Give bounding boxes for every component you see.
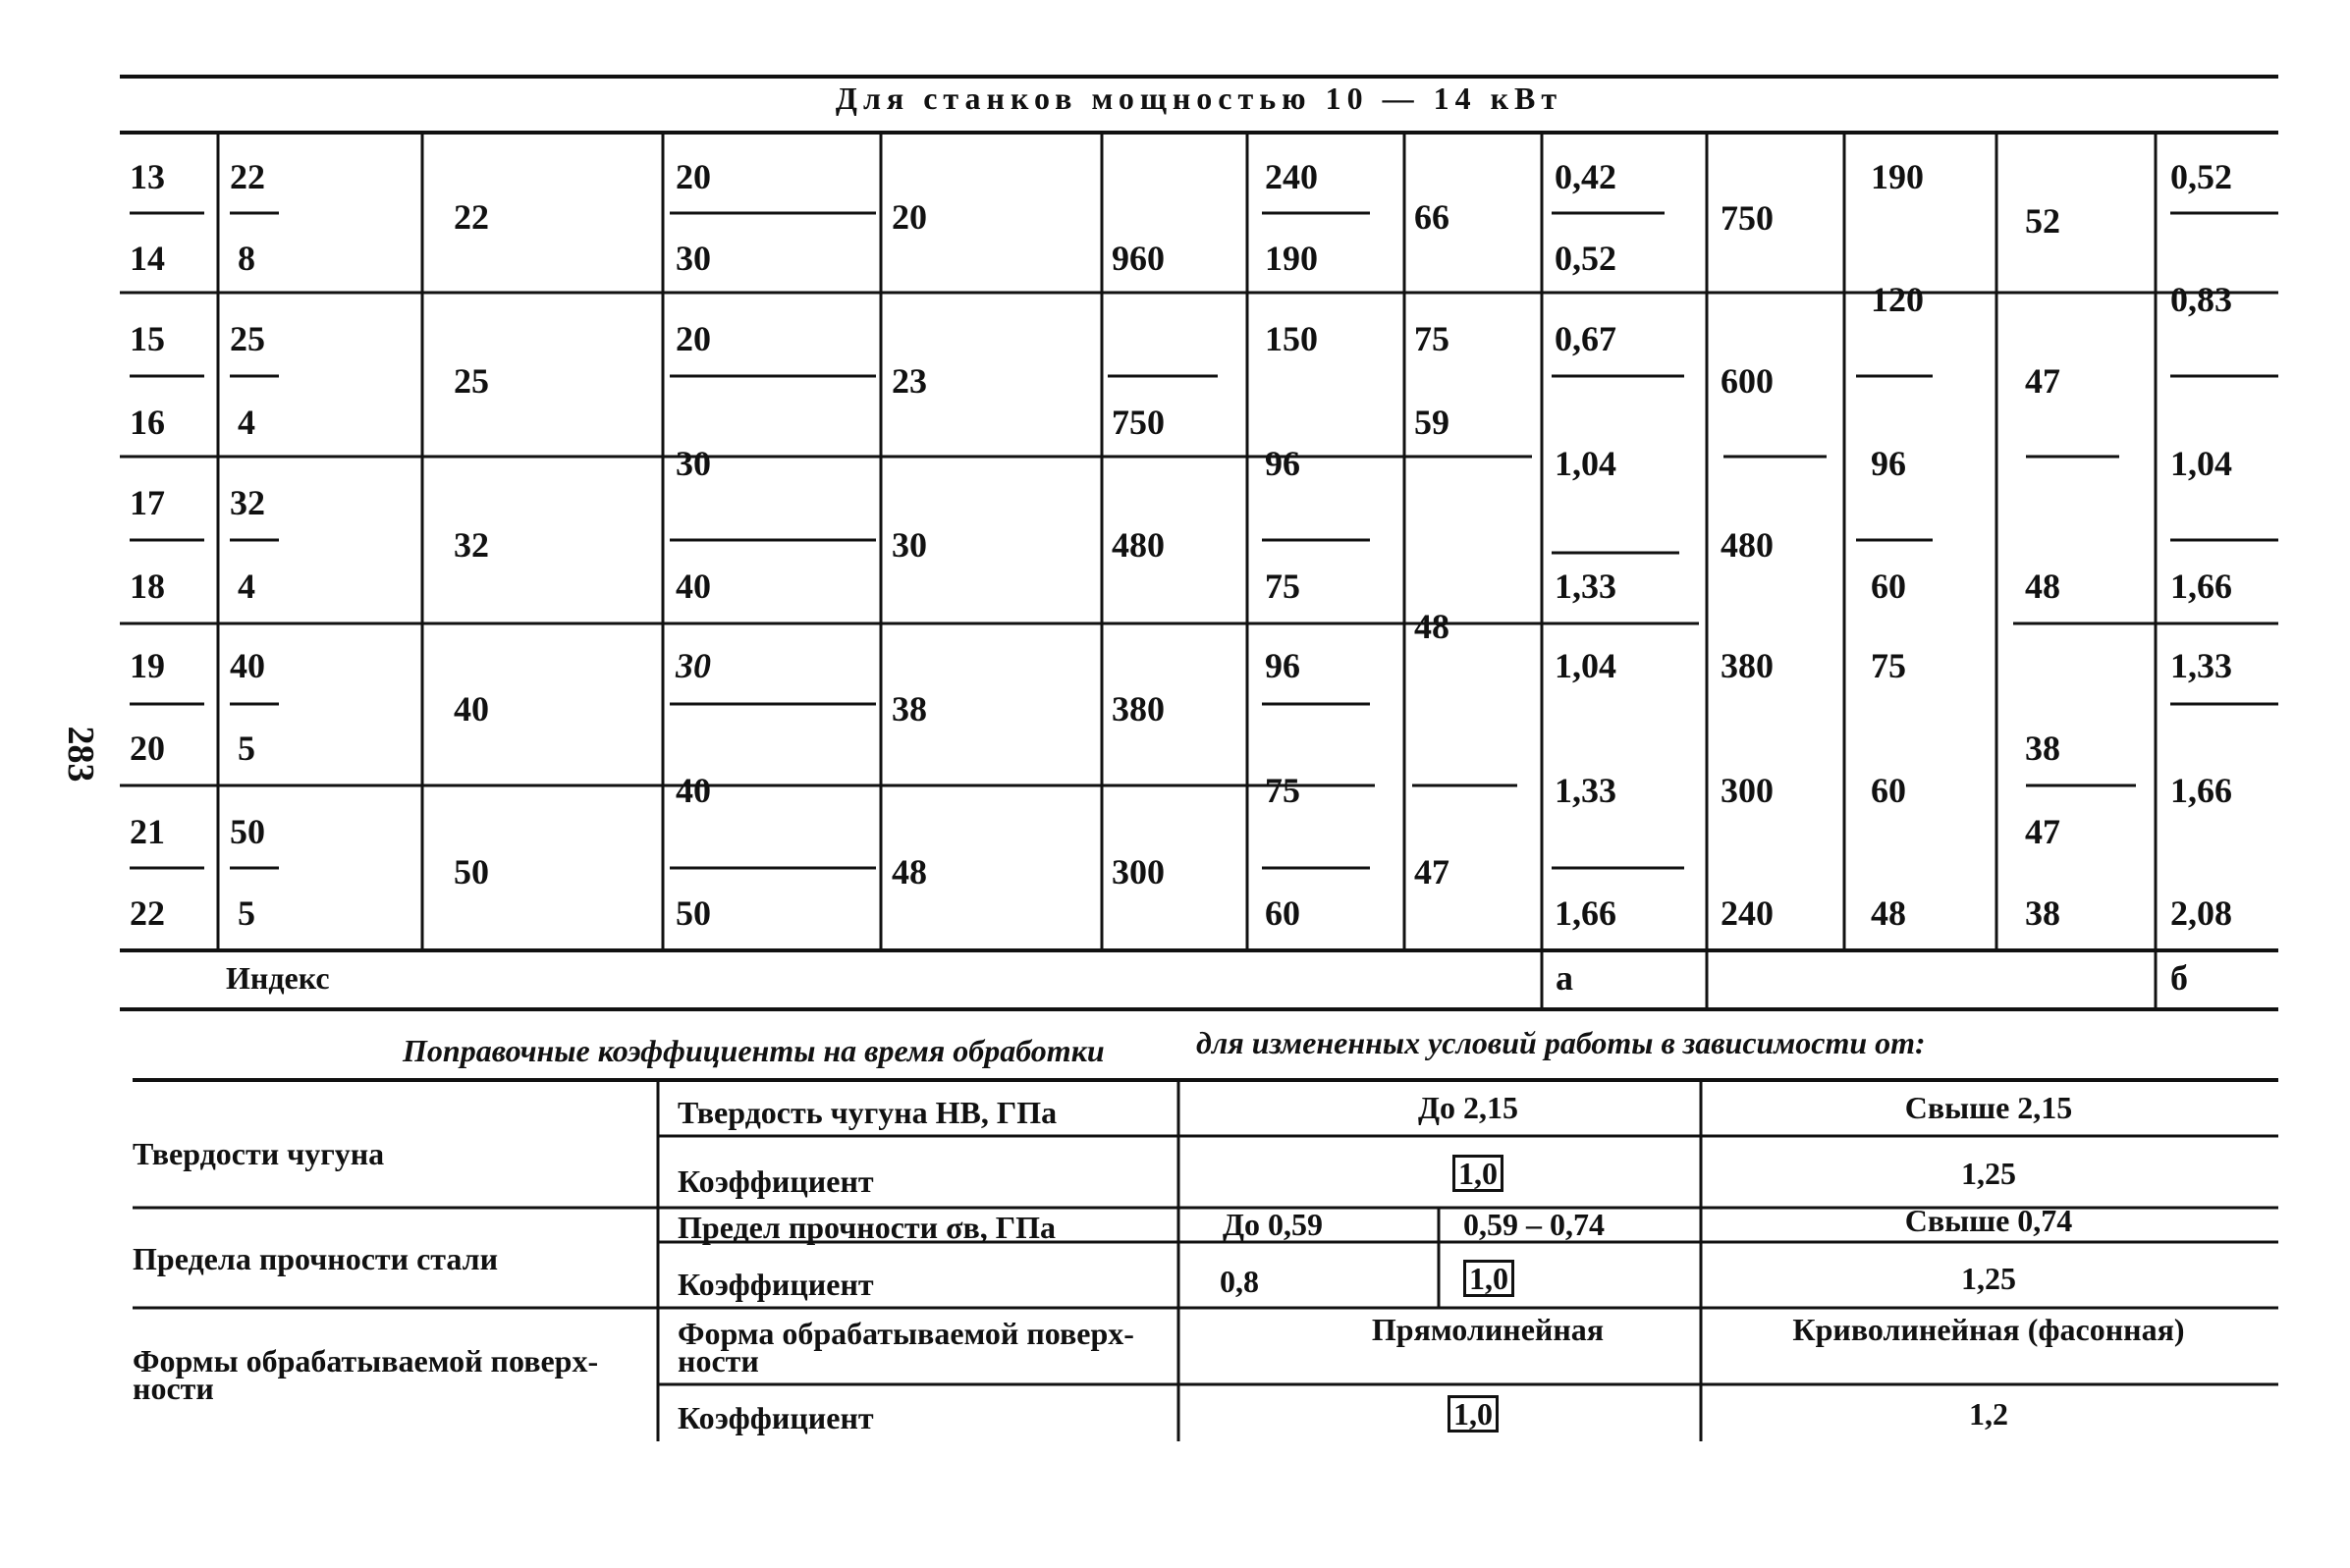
coefficient-label: Коэффициент <box>678 1163 874 1199</box>
coefficient-value: 1,0 <box>1452 1155 1503 1192</box>
table-cell: 75 <box>1265 567 1300 606</box>
coefficient-value: 1,25 <box>1961 1156 2016 1191</box>
table-cell: 960 <box>1112 239 1165 278</box>
row-number: 21 <box>130 812 165 851</box>
table-cell: 30 <box>676 646 711 685</box>
table-cell: 0,42 <box>1555 157 1616 196</box>
table-cell: 1,33 <box>1555 771 1616 810</box>
correction-heading-left: Поправочные коэффициенты на время обработки <box>403 1033 1105 1068</box>
group-label: Твердости чугуна <box>133 1136 385 1171</box>
table-cell: 47 <box>2025 361 2060 401</box>
row-number: 18 <box>130 567 165 606</box>
table-cell: 48 <box>892 852 927 892</box>
correction-heading-right: для измененных условий работы в зависимости от: <box>1196 1025 1926 1060</box>
table-cell: 48 <box>1414 607 1449 646</box>
coefficient-label: Коэффициент <box>678 1267 874 1302</box>
table-cell: 380 <box>1721 646 1774 685</box>
table-cell: 120 <box>1871 280 1924 319</box>
table-cell: 40 <box>676 567 711 606</box>
table-cell: 240 <box>1721 893 1774 933</box>
table-cell: 75 <box>1265 771 1300 810</box>
table-cell: 60 <box>1871 771 1906 810</box>
fraction-denominator: 5 <box>238 729 255 768</box>
table-cell: 1,33 <box>1555 567 1616 606</box>
parameter-label: ности <box>678 1343 759 1379</box>
group-label: Предела прочности стали <box>133 1241 499 1276</box>
fraction-denominator: 4 <box>238 403 255 442</box>
coefficient-value: 0,8 <box>1220 1264 1259 1299</box>
table-cell: 96 <box>1265 444 1300 483</box>
coefficient-value: 1,0 <box>1448 1395 1499 1433</box>
table-cell: 52 <box>2025 201 2060 241</box>
range-value: До 2,15 <box>1417 1090 1519 1125</box>
table-cell: 38 <box>2025 729 2060 768</box>
index-b: б <box>2170 958 2188 998</box>
table-cell: 60 <box>1871 567 1906 606</box>
table-cell: 190 <box>1265 239 1318 278</box>
range-value: До 0,59 <box>1223 1207 1324 1242</box>
table-cell: 20 <box>676 157 711 196</box>
table-cell: 50 <box>454 852 489 892</box>
fraction-numerator: 50 <box>230 812 265 851</box>
row-number: 22 <box>130 893 165 933</box>
table-cell: 1,33 <box>2170 646 2232 685</box>
table-cell: 0,52 <box>1555 239 1616 278</box>
table-cell: 48 <box>2025 567 2060 606</box>
fraction-numerator: 32 <box>230 483 265 522</box>
table-cell: 38 <box>2025 893 2060 933</box>
range-value: 0,59 – 0,74 <box>1463 1207 1605 1242</box>
row-number: 15 <box>130 319 165 358</box>
range-value: Свыше 0,74 <box>1904 1203 2073 1238</box>
table-cell: 20 <box>676 319 711 358</box>
range-value: Прямолинейная <box>1371 1312 1605 1347</box>
table-cell: 25 <box>454 361 489 401</box>
table-cell: 190 <box>1871 157 1924 196</box>
fraction-numerator: 40 <box>230 646 265 685</box>
table-cell: 23 <box>892 361 927 401</box>
fraction-denominator: 5 <box>238 893 255 933</box>
table-cell: 150 <box>1265 319 1318 358</box>
table-cell: 1,66 <box>2170 771 2232 810</box>
table-cell: 60 <box>1265 893 1300 933</box>
table-cell: 30 <box>676 239 711 278</box>
table-cell: 30 <box>676 444 711 483</box>
coefficient-value: 1,25 <box>1961 1261 2016 1296</box>
table-cell: 0,52 <box>2170 157 2232 196</box>
parameter-label: Форма обрабатываемой поверх- <box>678 1316 1134 1351</box>
table-cell: 75 <box>1414 319 1449 358</box>
table-cell: 380 <box>1112 689 1165 729</box>
row-number: 20 <box>130 729 165 768</box>
table-cell: 480 <box>1112 525 1165 565</box>
row-number: 17 <box>130 483 165 522</box>
table-cell: 38 <box>892 689 927 729</box>
table-cell: 59 <box>1414 403 1449 442</box>
index-label: Индекс <box>226 960 330 996</box>
table-cell: 20 <box>892 197 927 237</box>
table-cell: 40 <box>676 771 711 810</box>
parameter-label: Предел прочности σв, ГПа <box>678 1210 1056 1245</box>
range-value: Криволинейная (фасонная) <box>1792 1312 2185 1347</box>
table-cell: 1,04 <box>1555 444 1616 483</box>
table-cell: 480 <box>1721 525 1774 565</box>
table-cell: 1,04 <box>2170 444 2232 483</box>
table-cell: 2,08 <box>2170 893 2232 933</box>
table-cell: 300 <box>1721 771 1774 810</box>
group-label: Формы обрабатываемой поверх- <box>133 1343 599 1379</box>
table-cell: 40 <box>454 689 489 729</box>
fraction-numerator: 25 <box>230 319 265 358</box>
table-cell: 50 <box>676 893 711 933</box>
table-caption: Для станков мощностью 10 — 14 кВт <box>835 81 1563 116</box>
table-cell: 75 <box>1871 646 1906 685</box>
table-cell: 47 <box>1414 852 1449 892</box>
coefficient-value: 1,0 <box>1463 1260 1514 1297</box>
row-number: 16 <box>130 403 165 442</box>
fraction-denominator: 8 <box>238 239 255 278</box>
row-number: 14 <box>130 239 165 278</box>
fraction-numerator: 22 <box>230 157 265 196</box>
table-cell: 750 <box>1721 198 1774 238</box>
table-cell: 66 <box>1414 197 1449 237</box>
table-cell: 0,83 <box>2170 280 2232 319</box>
table-cell: 300 <box>1112 852 1165 892</box>
range-value: Свыше 2,15 <box>1904 1090 2073 1125</box>
table-cell: 96 <box>1871 444 1906 483</box>
table-cell: 96 <box>1265 646 1300 685</box>
table-cell: 1,66 <box>1555 893 1616 933</box>
table-cell: 750 <box>1112 403 1165 442</box>
table-cell: 47 <box>2025 812 2060 851</box>
table-cell: 30 <box>892 525 927 565</box>
table-cell: 240 <box>1265 157 1318 196</box>
table-cell: 32 <box>454 525 489 565</box>
fraction-denominator: 4 <box>238 567 255 606</box>
group-label: ности <box>133 1371 214 1406</box>
coefficient-label: Коэффициент <box>678 1400 874 1435</box>
index-a: а <box>1556 958 1573 998</box>
table-cell: 600 <box>1721 361 1774 401</box>
page-number: 283 <box>60 726 101 783</box>
table-cell: 1,66 <box>2170 567 2232 606</box>
row-number: 19 <box>130 646 165 685</box>
parameter-label: Твердость чугуна НВ, ГПа <box>678 1095 1058 1130</box>
table-cell: 0,67 <box>1555 319 1616 358</box>
row-number: 13 <box>130 157 165 196</box>
table-cell: 1,04 <box>1555 646 1616 685</box>
coefficient-value: 1,2 <box>1969 1396 2008 1432</box>
table-cell: 48 <box>1871 893 1906 933</box>
table-cell: 22 <box>454 197 489 237</box>
